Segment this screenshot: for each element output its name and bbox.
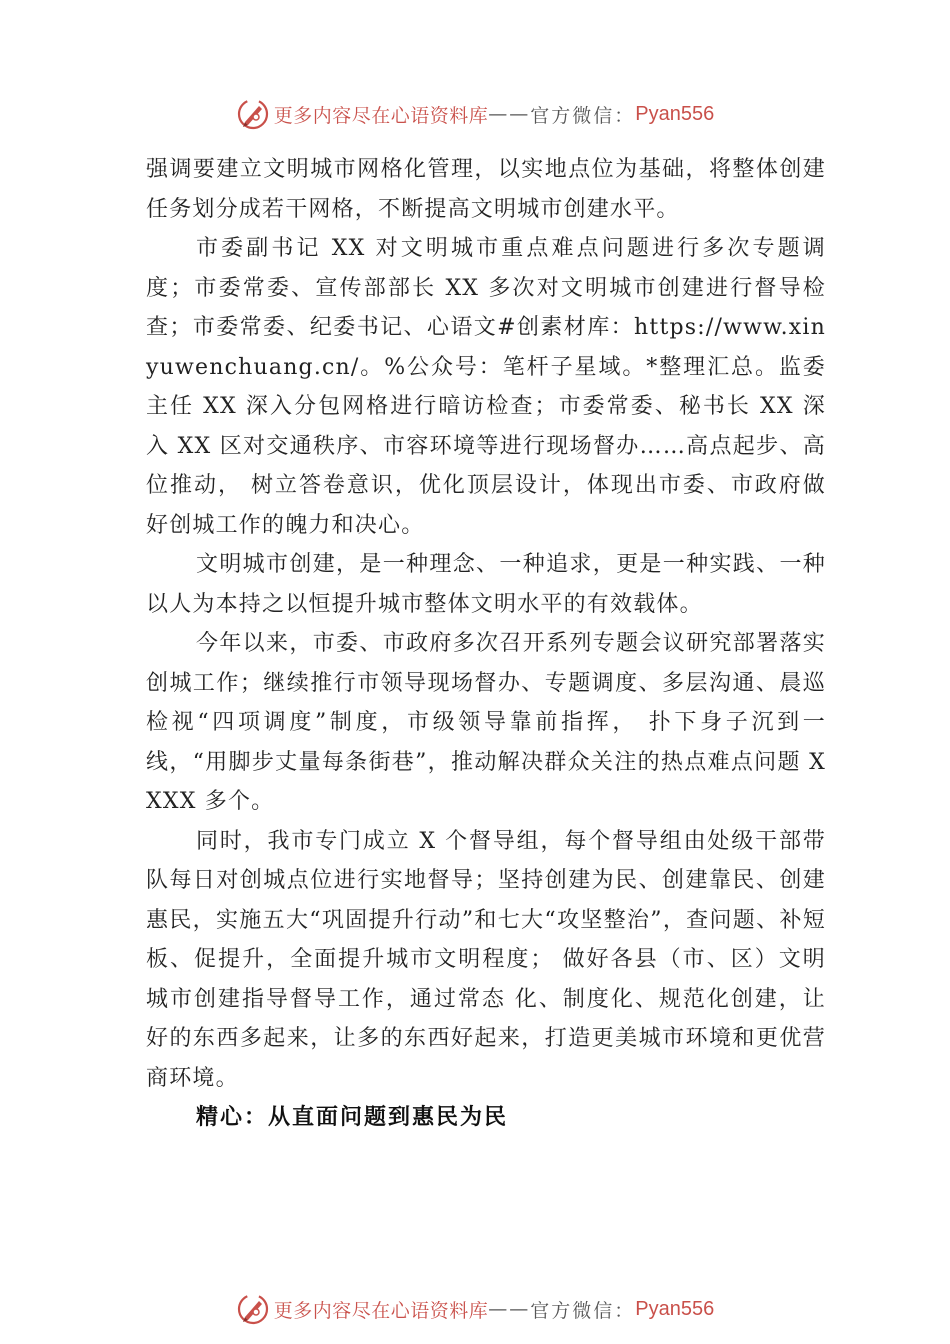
document-body xyxy=(146,150,826,1138)
footer-watermark xyxy=(0,1289,950,1329)
footer-wechat-id: Pyan556 xyxy=(635,1297,715,1320)
paragraph-3: 文明城市创建，是一种理念、一种追求，更是一种实践、一种以人为本持之以恒提升城市整体文明水平的有效载体。 xyxy=(146,552,826,617)
paragraph-4: 今年以来，市委、市政府多次召开系列专题会议研究部署落实创城工作；继续推行市领导现场督办、专题调度、多层沟通、晨巡检视“四项调度”制度，市级领导靠前指挥， 扑下身子沉到一线，“用脚步丈量每条街巷”，推动解决群众关注的热点难点问题 XXXX 多个。 xyxy=(146,631,826,814)
header-watermark xyxy=(0,94,950,134)
paragraph-2: 市委副书记 XX 对文明城市重点难点问题进行多次专题调度；市委常委、宣传部部长 XX 多次对文明城市创建进行督导检查；市委常委、纪委书记、心语文#创素材库：https://www.xinyuwenchuang.cn/。%公众号：笔杆子星域。*整理汇总。监委主任 XX 深入分包网格进行暗访检查；市委常委、秘书长 XX 深入 XX 区对交通秩序、市容环境等进行现场督办……高点起步、高位推动， 树立答卷意识，优化顶层设计，体现出市委、市政府做好创城工作的魄力和决心。 xyxy=(146,236,826,538)
section-heading: 精心：从直面问题到惠民为民 xyxy=(196,1105,509,1130)
pen-logo-icon xyxy=(236,1292,270,1326)
header-wechat-id: Pyan556 xyxy=(635,102,715,125)
paragraph-5: 同时，我市专门成立 X 个督导组，每个督导组由处级干部带队每日对创城点位进行实地督导；坚持创建为民、创建靠民、创建惠民，实施五大“巩固提升行动”和七大“攻坚整治”，查问题、补短板、促提升，全面提升城市文明程度； 做好各县（市、区）文明城市创建指导督导工作，通过常态 化、制度化、规范化创建，让好的东西多起来，让多的东西好起来，打造更美城市环境和更优营商环境。 xyxy=(146,828,826,1091)
header-brand-text: 更多内容尽在心语资料库 xyxy=(273,104,489,127)
header-official-label: 官方微信： xyxy=(530,104,636,127)
header-separator: —— xyxy=(488,103,531,125)
footer-separator: —— xyxy=(488,1298,531,1320)
footer-official-label: 官方微信： xyxy=(530,1299,636,1322)
pen-logo-icon xyxy=(236,97,270,131)
footer-brand-text: 更多内容尽在心语资料库 xyxy=(273,1299,489,1322)
paragraph-1: 强调要建立文明城市网格化管理，以实地点位为基础，将整体创建任务划分成若干网格，不断提高文明城市创建水平。 xyxy=(146,157,826,222)
